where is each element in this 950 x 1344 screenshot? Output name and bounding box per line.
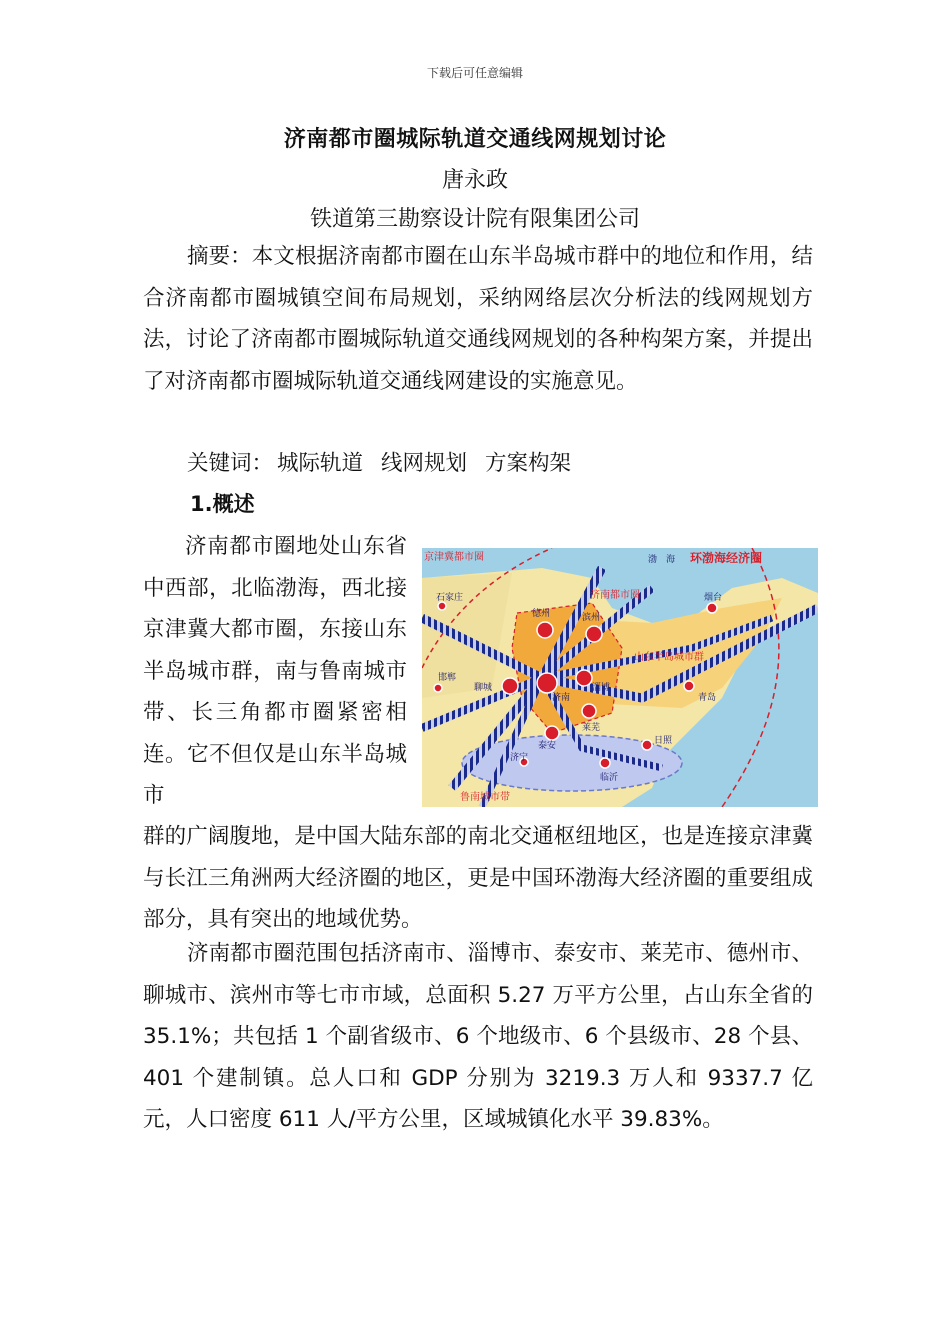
city-label: 莱芜 — [582, 723, 601, 733]
author: 唐永政 — [441, 168, 508, 193]
city-label: 石家庄 — [436, 593, 464, 603]
keywords — [187, 443, 807, 485]
keyword: 城际轨道 — [277, 451, 364, 476]
affiliation: 铁道第三勘察设计院有限集团公司 — [309, 207, 640, 232]
keywords-label: 关键词： — [187, 451, 274, 476]
city-label: 德州 — [532, 609, 551, 619]
map-label-bohai: 渤 海 — [648, 555, 676, 565]
header-note: 下载后可任意编辑 — [426, 66, 523, 80]
map-label-jingjinji: 京津冀都市圈 — [424, 552, 484, 563]
city-label: 临沂 — [600, 773, 619, 783]
city-label: 济宁 — [510, 753, 529, 763]
keyword: 线网规划 — [381, 451, 468, 476]
city-label: 青岛 — [698, 693, 717, 703]
city-label: 日照 — [654, 736, 673, 746]
section-heading: 1.概述 — [190, 492, 255, 516]
regional-map-image — [422, 548, 818, 807]
keyword: 方案构架 — [485, 451, 572, 476]
paragraph-1-continued: 群的广阔腹地，是中国大陆东部的南北交通枢纽地区，也是连接京津冀与长江三角洲两大经济圈的地区，更是中国环渤海大经济圈的重要组成部分，具有突出的地域优势。 — [143, 824, 813, 932]
city-label: 济南 — [552, 693, 571, 703]
map-label-jinan-circle: 济南都市圈 — [590, 590, 640, 601]
map-label-lunan: 鲁南城市带 — [460, 792, 510, 803]
city-label: 滨州 — [582, 613, 601, 623]
city-label: 聊城 — [474, 683, 493, 693]
city-label: 烟台 — [704, 593, 723, 603]
paragraph-1-wrapped: 济南都市圈地处山东省中西部，北临渤海，西北接京津冀大都市圈，东接山东半岛城市群，南与鲁南城市带、长三角都市圈紧密相连。它不但仅是山东半岛城市 — [143, 534, 407, 808]
city-label: 邯郸 — [438, 673, 457, 683]
abstract: 摘要：本文根据济南都市圈在山东半岛城市群中的地位和作用，结合济南都市圈城镇空间布局规划，采纳网络层次分析法的线网规划方法，讨论了济南都市圈城际轨道交通线网规划的各种构架方案，并提出了对济南都市圈城际轨道交通线网建设的实施意见。 — [143, 244, 813, 394]
city-label: 淄博 — [592, 683, 611, 693]
document-title: 济南都市圈城际轨道交通线网规划讨论 — [283, 127, 667, 152]
paragraph-2: 济南都市圈范围包括济南市、淄博市、泰安市、莱芜市、德州市、聊城市、滨州市等七市市域，总面积 5.27 万平方公里，占山东全省的 35.1%；共包括 1 个副省级市、6 个地级市、6 个县级市、28 个县、401 个建制镇。总人口和 GDP 分别为 3219.3 万人和 9337.7 亿元，人口密度 611 人/平方公里，区域城镇化水平 39.83%。 — [143, 941, 813, 1132]
map-label-huanbohai: 环渤海经济圈 — [690, 551, 763, 565]
map-label-peninsula: 山东半岛城市群 — [634, 652, 704, 663]
map-svg — [422, 548, 818, 807]
city-label: 泰安 — [538, 741, 557, 751]
